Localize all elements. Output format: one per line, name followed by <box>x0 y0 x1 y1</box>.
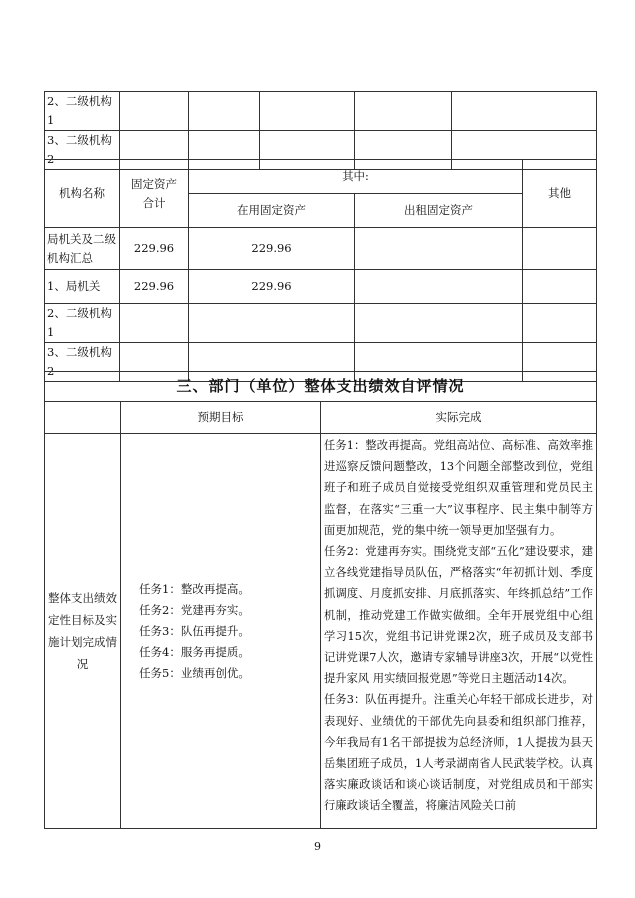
target-list <box>121 434 321 829</box>
section-title: 三、部门（单位）整体支出绩效自评情况 <box>45 372 597 402</box>
row-label: 整体支出绩效定性目标及实施计划完成情况 <box>45 434 121 829</box>
table-row <box>45 92 597 131</box>
actual-task-2: 任务2：党建再夯实。围绕党支部“五化”建设要求，建立各线党建指导员队伍，严格落实“年初抓计划、季度抓调度、月度抓安排、月底抓落实、年终抓总结”工作机制，推动党建工作做实做细。全年开展党组中心组学习15次，党组书记讲党课2次，班子成员及支部书记讲党课7人次，邀请专家辅导讲座3次，开展“以党性提升家风 用实绩回报党恩”等党日主题活动14次。 <box>324 545 593 686</box>
org-name: 1、局机关 <box>45 270 120 304</box>
org-name: 2、二级机构 1 <box>45 304 120 343</box>
page-number: 9 <box>314 840 321 853</box>
table-row <box>45 228 597 270</box>
header-org: 机构名称 <box>45 160 120 228</box>
other-value <box>523 228 597 270</box>
table-row <box>45 270 597 304</box>
performance-table <box>44 371 597 829</box>
fixed-assets-table <box>44 159 597 382</box>
header-actual: 实际完成 <box>321 402 597 434</box>
actual-completion <box>321 434 597 829</box>
target-item: 任务1：整改再提高。 <box>139 581 250 596</box>
target-item: 任务3：队伍再提升。 <box>139 623 250 638</box>
header-rented: 出租固定资产 <box>355 194 523 228</box>
table-row <box>45 304 597 343</box>
org-name: 局机关及二级机构汇总 <box>45 228 120 270</box>
target-item: 任务4：服务再提质。 <box>139 644 250 659</box>
total-value: 229.96 <box>120 228 189 270</box>
total-value: 229.96 <box>120 270 189 304</box>
actual-task-3: 任务3：队伍再提升。注重关心年轻干部成长进步，对表现好、业绩优的干部优先向县委和组织部门推荐，今年我局有1名干部提拔为总经济师，1人提拔为县天岳集团班子成员，1人考录湖南省人民武装学校。认真落实廉政谈话和谈心谈话制度，对党组成员和干部实行廉政谈话全覆盖，将廉洁风险关口前 <box>324 693 593 813</box>
in-use-value: 229.96 <box>189 228 355 270</box>
other-value <box>523 270 597 304</box>
in-use-value: 229.96 <box>189 270 355 304</box>
actual-task-1: 任务1：整改再提高。党组高站位、高标准、高效率推进巡察反馈问题整改，13个问题全部整改到位，党组班子和班子成员自觉接受党组织双重管理和党员民主监督，在落实“三重一大”议事程序、民主集中制等方面更加规范，党的集中统一领导更加坚强有力。 <box>324 439 593 537</box>
header-target: 预期目标 <box>121 402 321 434</box>
header-of-which: 其中: <box>189 160 523 194</box>
org-name: 2、二级机构 1 <box>45 92 120 131</box>
rented-value <box>355 228 523 270</box>
org-name: 3、二级机构 2 <box>45 131 120 170</box>
rented-value <box>355 270 523 304</box>
header-other: 其他 <box>523 160 597 228</box>
target-item: 任务2：党建再夯实。 <box>139 602 250 617</box>
target-item: 任务5：业绩再创优。 <box>139 665 250 680</box>
org-name: 3、二级机构 2 <box>45 343 120 382</box>
header-in-use: 在用固定资产 <box>189 194 355 228</box>
header-total: 固定资产合计 <box>120 160 189 228</box>
